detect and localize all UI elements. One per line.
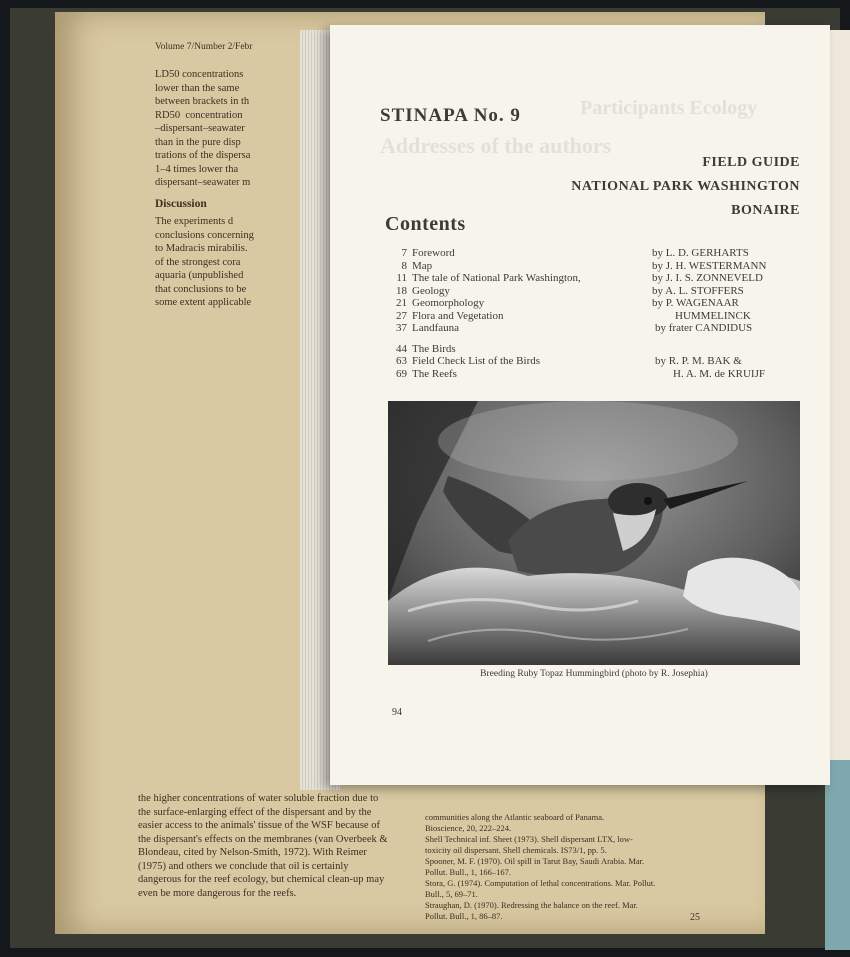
reference-line: Spooner, M. F. (1970). Oil spill in Tarut Bay, Saudi Arabia. Mar. [425,856,645,866]
journal-line: conclusions concerning [155,229,254,241]
toc-row [385,260,815,273]
toc-author: H. A. M. de KRUIJF [673,367,765,380]
journal-line: aquaria (unpublished [155,270,246,281]
showthrough-text: Participants Ecology [580,97,758,119]
toc-page: 37 [396,322,407,334]
toc-title: The Reefs [412,367,457,380]
toc-author: by P. WAGENAAR [652,297,739,309]
journal-line: LD50 concentrations [155,69,244,80]
journal-line: to Madracis mirabilis. [155,243,251,254]
toc-row [385,355,815,368]
toc-author: by J. I. S. ZONNEVELD [652,272,763,284]
toc-page: 27 [396,309,407,322]
guide-title [571,149,800,225]
toc-author: by J. H. WESTERMANN [652,259,767,272]
references [425,812,765,922]
toc-title: Foreword [412,247,455,259]
reference-line: Bull., 5, 69–71. [425,889,478,899]
reference-line: communities along the Atlantic seaboard of Panama. [425,812,605,822]
toc-title: Geology [412,284,450,297]
toc-author: by L. D. GERHARTS [652,247,749,259]
reference-line: toxicity oil dispersant. Shell chemicals. IS73/1, pp. 5. [425,845,607,855]
journal-line: than in the pure disp [155,136,241,148]
next-page-edge [830,30,850,760]
series-title: STINAPA No. 9 [380,105,521,126]
journal-line: dangerous for the reef ecology, but chemical clean-up may [138,874,385,885]
table-of-contents [385,247,815,380]
reference-line: Stora, G. (1974). Computation of lethal concentrations. Mar. Pollut. [425,878,656,888]
toc-row [385,343,815,356]
reference-line: Bioscience, 20, 222–224. [425,823,512,833]
toc-title: Field Check List of the Birds [412,355,541,367]
journal-line: The experiments d [155,216,234,227]
reference-line: Pollut. Bull., 1, 166–167. [425,867,511,877]
contents-heading: Contents [385,213,466,235]
journal-line: the surface-enlarging effect of the dispersant and by the [138,806,372,818]
booklet-page-number: 94 [392,707,402,718]
journal-line: RD50 concentration [155,109,243,121]
toc-page: 11 [396,272,407,284]
toc-title: The tale of National Park Washington, [412,272,581,284]
toc-row [385,247,815,260]
toc-row [385,368,815,381]
toc-author: by A. L. STOFFERS [652,284,744,297]
toc-row [385,272,815,285]
journal-line: of the strongest cora [155,256,241,268]
journal-header: Volume 7/Number 2/Febr [155,42,253,52]
journal-line: lower than the same [155,82,240,94]
toc-author: HUMMELINCK [675,309,751,322]
guide-line: FIELD GUIDE [702,155,800,170]
toc-row [385,285,815,298]
journal-line: even be more dangerous for the reefs. [138,887,297,899]
journal-column [155,68,265,310]
toc-page: 18 [396,284,407,297]
journal-line: Blondeau, cited by Nelson-Smith, 1972). With Reimer [138,847,367,858]
toc-row [385,297,815,310]
journal-line: 1–4 times lower tha [155,163,239,175]
guide-line: BONAIRE [731,203,800,218]
toc-row [385,322,815,335]
journal-page-number: 25 [690,912,700,923]
toc-page: 21 [396,297,407,309]
reference-line: Straughan, D. (1970). Redressing the balance on the reef. Mar. [425,900,638,910]
journal-line: that conclusions to be [155,283,247,295]
toc-page: 69 [396,367,407,380]
toc-author: by R. P. M. BAK & [655,355,742,367]
toc-title: Flora and Vegetation [412,309,504,322]
journal-line: trations of the dispersa [155,150,251,161]
toc-row [385,310,815,323]
toc-page: 7 [401,247,407,259]
toc-page: 44 [396,342,407,355]
reference-line: Pollut. Bull., 1, 86–87. [425,911,503,921]
journal-line: the dispersant's effects on the membranes (van Overbeek & [138,833,388,845]
guide-line: NATIONAL PARK WASHINGTON [571,179,800,194]
journal-line: the higher concentrations of water soluble fraction due to [138,793,379,804]
journal-line: some extent applicable [155,297,252,308]
journal-line: –dispersant–seawater [155,123,245,134]
journal-line: (1975) and others we conclude that oil is certainly [138,860,349,872]
journal-bottom-text [138,792,418,900]
booklet-page [330,25,830,785]
photo-caption: Breeding Ruby Topaz Hummingbird (photo by R. Josephia) [480,669,708,679]
journal-line: easier access to the animals' tissue of the WSF because of [138,820,380,831]
journal-line: between brackets in th [155,96,250,107]
reference-line: Shell Technical inf. Sheet (1973). Shell dispersant LTX, low- [425,834,633,844]
toc-page: 8 [401,259,407,272]
journal-line: dispersant–seawater m [155,177,251,188]
showthrough-text: Addresses of the authors [380,133,612,158]
hummingbird-photo [388,401,800,665]
toc-title: The Birds [412,342,456,355]
toc-author: by frater CANDIDUS [655,322,753,334]
toc-title: Landfauna [412,322,460,334]
toc-page: 63 [396,355,407,367]
toc-title: Geomorphology [412,297,485,309]
teal-bookmark [825,760,850,950]
discussion-heading: Discussion [155,197,207,210]
toc-title: Map [412,259,433,272]
